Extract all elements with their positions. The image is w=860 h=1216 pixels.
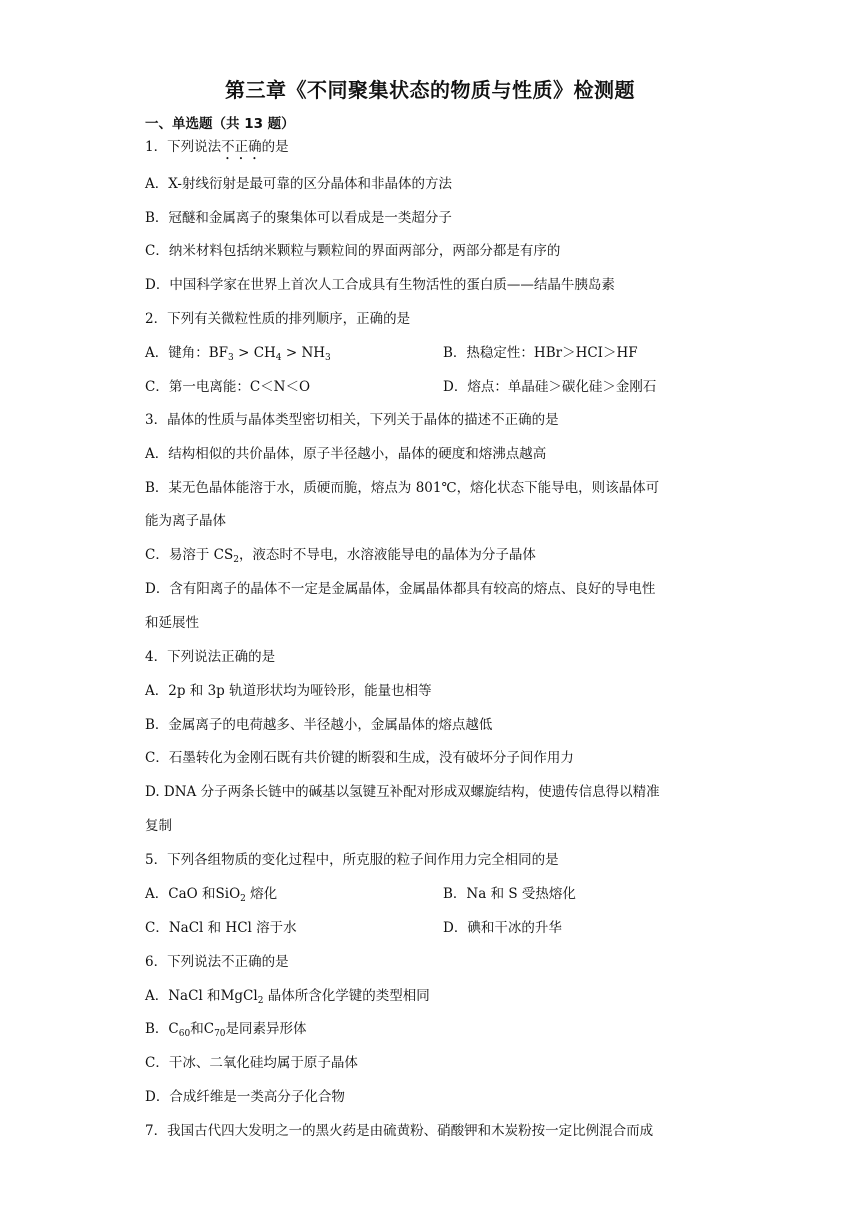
question-5-stem: 5．下列各组物质的变化过程中，所克服的粒子间作用力完全相同的是	[145, 852, 559, 868]
question-2-option-c: C．第一电离能：C＜N＜O	[145, 379, 311, 395]
question-3-option-d-line-1: D．含有阳离子的晶体不一定是金属晶体，金属晶体都具有较高的熔点、良好的导电性	[145, 581, 656, 597]
question-3-stem: 3．晶体的性质与晶体类型密切相关，下列关于晶体的描述不正确的是	[145, 412, 559, 428]
question-6-option-a: A．NaCl 和MgCl$_2$ 晶体所含化学键的类型相同	[145, 988, 430, 1006]
question-5-option-b: B．Na 和 S 受热熔化	[443, 886, 576, 902]
question-6-option-d: D．合成纤维是一类高分子化合物	[145, 1089, 345, 1105]
question-6-stem: 6．下列说法不正确的是	[145, 954, 289, 970]
question-4-option-d-line-2: 复制	[145, 818, 172, 834]
question-3-option-c: C．易溶于 $CS_2$，液态时不导电，水溶液能导电的晶体为分子晶体	[145, 547, 536, 565]
section-heading: 一、单选题（共 13 题）	[145, 116, 295, 132]
question-2-option-a: A．键角：$BF_3 > CH_4 > NH_3$	[145, 345, 331, 363]
question-4-option-d-line-1: D. DNA 分子两条长链中的碱基以氢键互补配对形成双螺旋结构，使遗传信息得以精准	[145, 784, 660, 800]
question-3-option-b-line-2: 能为离子晶体	[145, 513, 226, 529]
question-5-option-a: A．CaO 和SiO$_2$ 熔化	[145, 886, 278, 904]
emphasis-text: 不正确	[221, 139, 262, 155]
question-2-stem: 2．下列有关微粒性质的排列顺序，正确的是	[145, 311, 411, 327]
question-6-option-b: B．$C_{60}$和$C_{70}$是同素异形体	[145, 1021, 307, 1039]
question-4-option-c: C．石墨转化为金刚石既有共价键的断裂和生成，没有破坏分子间作用力	[145, 750, 574, 766]
question-5-option-c: C．NaCl 和 HCl 溶于水	[145, 920, 297, 936]
question-2-option-b: B．热稳定性：HBr＞HCI＞HF	[443, 345, 638, 361]
question-4-option-a: A．2p 和 3p 轨道形状均为哑铃形，能量也相等	[145, 683, 432, 699]
question-1-option-c: C．纳米材料包括纳米颗粒与颗粒间的界面两部分，两部分都是有序的	[145, 243, 561, 259]
question-3-option-b-line-1: B．某无色晶体能溶于水，质硬而脆，熔点为 801℃，熔化状态下能导电，则该晶体可	[145, 480, 660, 496]
question-1-stem: 1．下列说法不正确的是	[145, 139, 289, 155]
question-7-stem: 7．我国古代四大发明之一的黑火药是由硫黄粉、硝酸钾和木炭粉按一定比例混合而成	[145, 1123, 654, 1139]
question-3-option-d-line-2: 和延展性	[145, 615, 199, 631]
question-1-option-d: D．中国科学家在世界上首次人工合成具有生物活性的蛋白质——结晶牛胰岛素	[145, 277, 615, 293]
question-6-option-c: C．干冰、二氧化硅均属于原子晶体	[145, 1055, 358, 1071]
question-2-option-d: D．熔点：单晶硅＞碳化硅＞金刚石	[443, 379, 657, 395]
question-3-option-a: A．结构相似的共价晶体，原子半径越小，晶体的硬度和熔沸点越高	[145, 446, 547, 462]
question-1-option-b: B．冠醚和金属离子的聚集体可以看成是一类超分子	[145, 210, 452, 226]
question-1-option-a: A．X-射线衍射是最可靠的区分晶体和非晶体的方法	[145, 176, 452, 192]
page-title: 第三章《不同聚集状态的物质与性质》检测题	[225, 78, 635, 102]
question-5-option-d: D．碘和干冰的升华	[443, 920, 562, 936]
question-4-stem: 4．下列说法正确的是	[145, 649, 276, 665]
question-4-option-b: B．金属离子的电荷越多、半径越小，金属晶体的熔点越低	[145, 717, 493, 733]
